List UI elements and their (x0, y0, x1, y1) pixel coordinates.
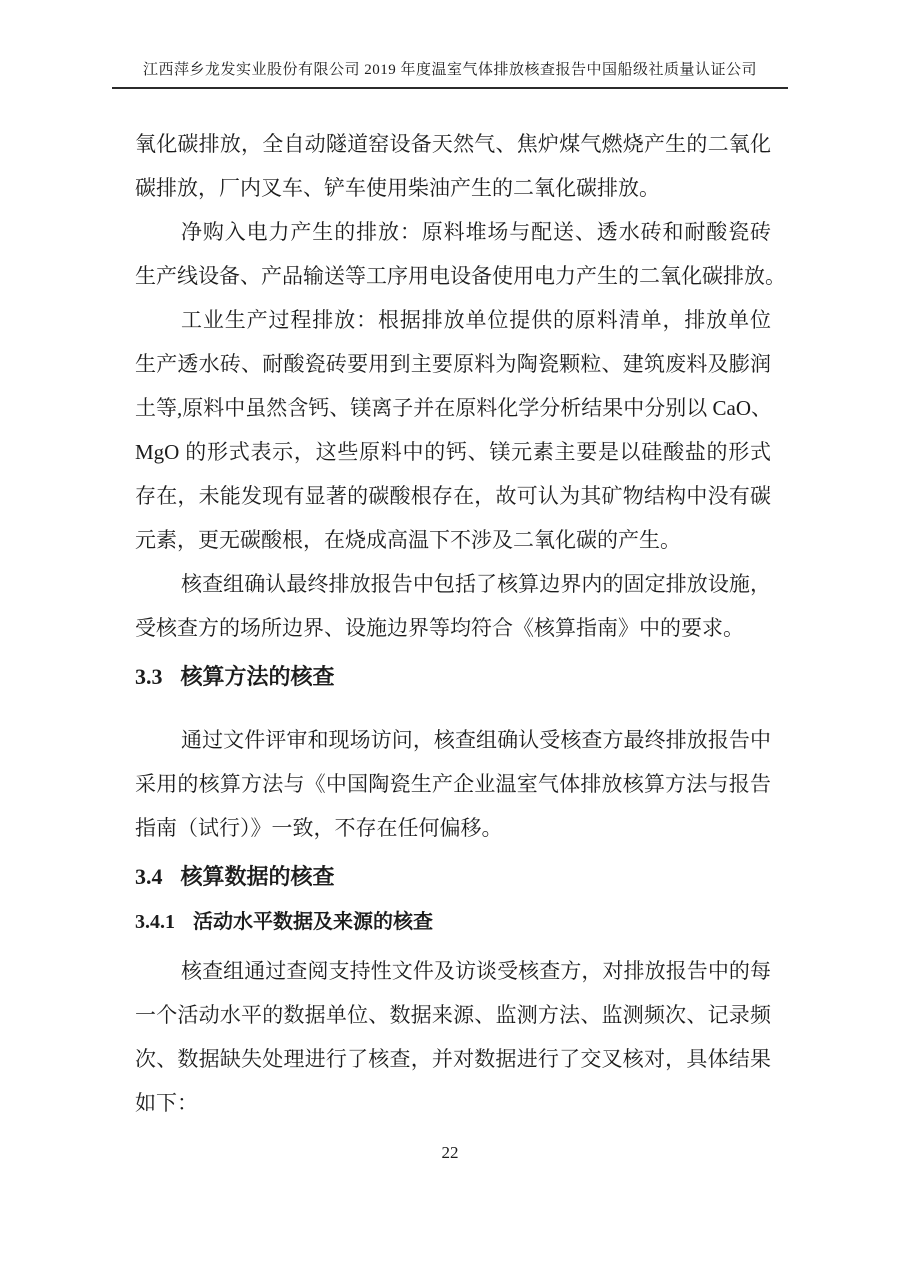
text-line: 生产透水砖、耐酸瓷砖要用到主要原料为陶瓷颗粒、建筑废料及膨润 (135, 352, 771, 376)
text-line: 次、数据缺失处理进行了核查，并对数据进行了交叉核对，具体结果 (135, 1047, 771, 1071)
text-line: 采用的核算方法与《中国陶瓷生产企业温室气体排放核算方法与报告 (135, 772, 771, 796)
text-line: 土等,原料中虽然含钙、镁离子并在原料化学分析结果中分别以 CaO、 (135, 396, 772, 420)
text-line: 如下： (135, 1091, 198, 1115)
text-line: 生产线设备、产品输送等工序用电设备使用电力产生的二氧化碳排放。 (135, 264, 786, 288)
text-line: 碳排放，厂内叉车、铲车使用柴油产生的二氧化碳排放。 (135, 176, 660, 200)
text-line: 一个活动水平的数据单位、数据来源、监测方法、监测频次、记录频 (135, 1003, 771, 1027)
heading-title: 活动水平数据及来源的核查 (193, 911, 433, 933)
text-line: 氧化碳排放，全自动隧道窑设备天然气、焦炉煤气燃烧产生的二氧化 (135, 132, 771, 156)
page-header (112, 60, 788, 89)
text-line: 核查组确认最终排放报告中包括了核算边界内的固定排放设施， (181, 572, 771, 596)
heading-number: 3.4.1 (135, 911, 175, 933)
text-line: 指南（试行）》一致，不存在任何偏移。 (135, 816, 503, 840)
document-content (135, 122, 786, 1125)
heading-title: 核算方法的核查 (180, 664, 335, 689)
text-line: 核查组通过查阅支持性文件及访谈受核查方，对排放报告中的每 (181, 959, 771, 983)
text-line: 受核查方的场所边界、设施边界等均符合《核算指南》中的要求。 (135, 616, 744, 640)
text-line: 净购入电力产生的排放：原料堆场与配送、透水砖和耐酸瓷砖 (181, 220, 771, 244)
text-line: 存在，未能发现有显著的碳酸根存在，故可认为其矿物结构中没有碳 (135, 484, 771, 508)
text-line: 通过文件评审和现场访问，核查组确认受核查方最终排放报告中 (181, 728, 771, 752)
section-heading-3.4 (135, 855, 771, 899)
heading-number: 3.3 (135, 664, 163, 689)
section-heading-3.4.1 (135, 902, 771, 942)
text-line: 元素，更无碳酸根，在烧成高温下不涉及二氧化碳的产生。 (135, 528, 681, 552)
page-number: 22 (441, 1143, 459, 1162)
heading-title: 核算数据的核查 (180, 864, 335, 889)
text-line: MgO 的形式表示，这些原料中的钙、镁元素主要是以硅酸盐的形式 (135, 440, 771, 464)
heading-number: 3.4 (135, 864, 163, 889)
text-line: 工业生产过程排放：根据排放单位提供的原料清单，排放单位 (181, 308, 771, 332)
section-heading-3.3 (135, 655, 771, 699)
page-header-text: 江西萍乡龙发实业股份有限公司 2019 年度温室气体排放核查报告中国船级社质量认证公司 (142, 62, 757, 78)
